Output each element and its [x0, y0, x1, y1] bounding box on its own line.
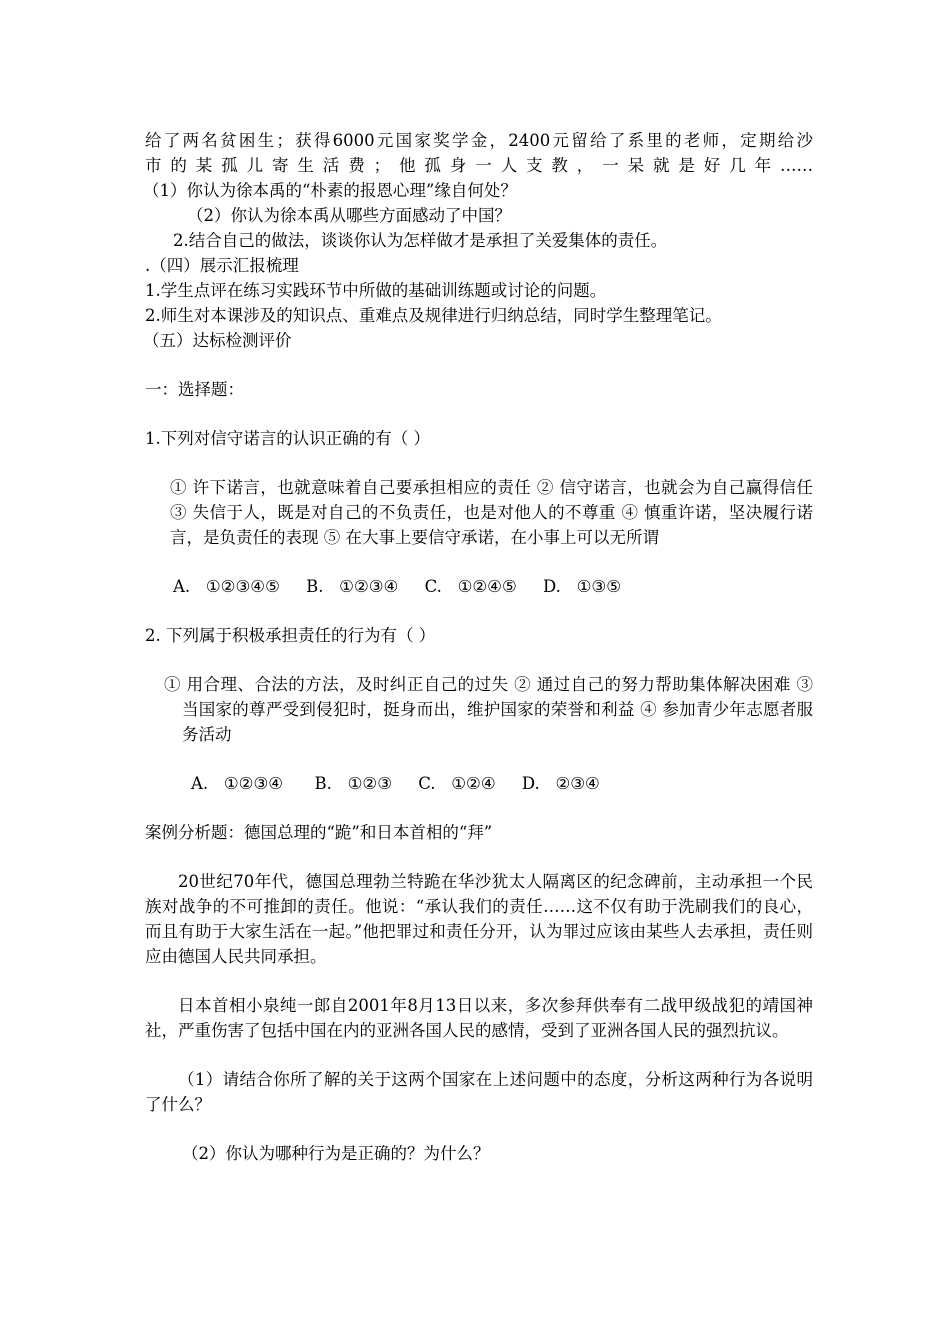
intro-question-2: （2）你认为徐本禹从哪些方面感动了中国？ — [187, 206, 511, 225]
question-1-statements: ① 许下诺言，也就意味着自己要承担相应的责任 ② 信守诺言，也就会为自己赢得信任 ③ 失信于人，既是对自己的不负责任，也是对他人的不尊重 ④ 慎重许诺，坚决履行诺言，是负责任的表现 ⑤ 在大事上要信守承诺，在小事上可以无所谓 — [170, 478, 813, 547]
intro-question-3: 2.结合自己的做法，谈谈你认为怎样做才是承担了关爱集体的责任。 — [173, 231, 668, 250]
question-1-stem: 1.下列对信守诺言的认识正确的有（ ） — [145, 429, 430, 448]
section-four-heading: .（四）展示汇报梳理 — [145, 256, 299, 275]
intro-line-2: 市的某孤儿寄生活费；他孤身一人支教，一呆就是好几年…… — [145, 156, 813, 175]
case-paragraph-2: 日本首相小泉纯一郎自2001年8月13日以来，多次参拜供奉有二战甲级战犯的靖国神社，严重伤害了包括中国在内的亚洲各国人民的感情，受到了亚洲各国人民的强烈抗议。 — [145, 996, 813, 1040]
choice-heading: 一：选择题： — [145, 380, 244, 399]
section-five-heading: （五）达标检测评价 — [143, 331, 292, 350]
section-four-item-1: 1.学生点评在练习实践环节中所做的基础训练题或讨论的问题。 — [145, 281, 607, 300]
question-2-statements: ① 用合理、合法的方法，及时纠正自己的过失 ② 通过自己的努力帮助集体解决困难 ③ 当国家的尊严受到侵犯时，挺身而出，维护国家的荣誉和利益 ④ 参加青少年志愿者服务活动 — [164, 675, 813, 744]
case-question-1: （1）请结合你所了解的关于这两个国家在上述问题中的态度，分析这两种行为各说明了什么？ — [145, 1070, 813, 1114]
document-body — [145, 128, 813, 1166]
case-paragraph-1: 20世纪70年代，德国总理勃兰特跪在华沙犹太人隔离区的纪念碑前，主动承担一个民族对战争的不可推卸的责任。他说：“承认我们的责任……这不仅有助于洗刷我们的良心，而且有助于大家生活在一起。”他把罪过和责任分开，认为罪过应该由某些人去承担，责任则应由德国人民共同承担。 — [145, 872, 813, 966]
intro-line-1: 给了两名贫困生；获得6000元国家奖学金，2400元留给了系里的老师，定期给沙 — [145, 131, 813, 150]
case-question-2: （2）你认为哪种行为是正确的？为什么？ — [182, 1144, 490, 1163]
question-2-options: A. ①②③④ B. ①②③ C. ①②④ D. ②③④ — [191, 774, 600, 793]
section-four-item-2: 2.师生对本课涉及的知识点、重难点及规律进行归纳总结，同时学生整理笔记。 — [145, 306, 722, 325]
question-1-options: A. ①②③④⑤ B. ①②③④ C. ①②④⑤ D. ①③⑤ — [173, 577, 621, 596]
question-2-stem: 2. 下列属于积极承担责任的行为有（ ） — [145, 626, 436, 645]
case-heading: 案例分析题：德国总理的“跪”和日本首相的“拜” — [145, 823, 493, 842]
intro-question-1: （1）你认为徐本禹的“朴素的报恩心理”缘自何处？ — [143, 181, 517, 200]
